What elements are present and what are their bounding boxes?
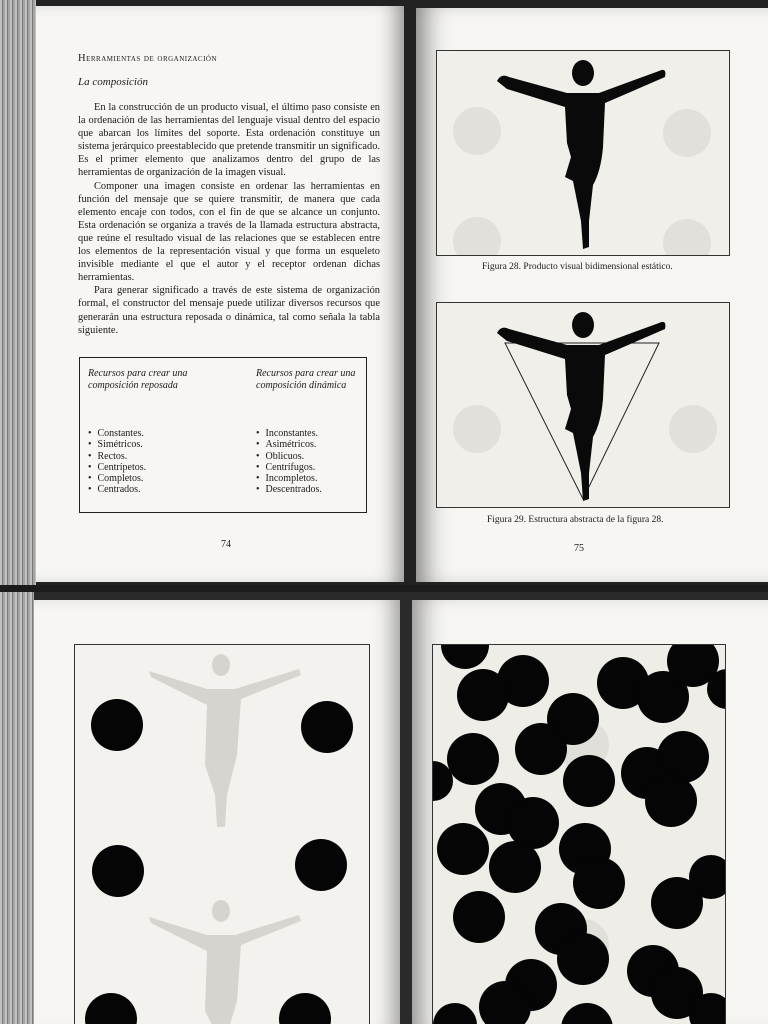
figure-29-caption: Figura 29. Estructura abstracta de la figura 28. <box>487 515 664 525</box>
table-header-dinamica: Recursos para crear una composición dinámica <box>256 368 356 391</box>
figure-dynamic-circles <box>432 644 726 1024</box>
list-item: • Incompletos. <box>256 473 376 484</box>
list-item: • Descentrados. <box>256 484 376 495</box>
page-edges <box>0 592 34 1024</box>
body-text <box>78 101 380 337</box>
page-75 <box>416 8 768 582</box>
list-dinamica <box>256 428 376 496</box>
list-item: • Inconstantes. <box>256 428 376 439</box>
figure-static-circles <box>74 644 370 1024</box>
right-page <box>412 600 768 1024</box>
figure-29-illustration <box>437 303 729 507</box>
table-column-reposada <box>88 368 208 496</box>
bottom-book-spread <box>0 592 768 1024</box>
static-circles-illustration <box>75 645 369 1024</box>
figure-29 <box>436 302 730 508</box>
paragraph-2: Componer una imagen consiste en ordenar las herramientas en función del mensaje que se quiere transmitir, de manera que cada elemento encaje con todos, con el fin de que se alcance un conjunto. Esta ordenación se organiza a través de la llamada estructura abstracta, que reúne el resultado visual de las relaciones que se establecen entre los elementos de la representación visual y que forma un esqueleto invisible mediante el que el autor y el receptor ordenan dichas herramientas. <box>78 180 380 284</box>
list-item: • Centrados. <box>88 484 208 495</box>
page-number: 74 <box>221 539 231 550</box>
list-item: • Asimétricos. <box>256 439 376 450</box>
page-number: 75 <box>574 543 584 554</box>
list-reposada <box>88 428 208 496</box>
running-head: Herramientas de organización <box>78 53 218 64</box>
page-edges <box>0 0 36 585</box>
figure-28 <box>436 50 730 256</box>
dots <box>433 645 725 1024</box>
list-item: • Simétricos. <box>88 439 208 450</box>
figure-silhouette <box>497 60 665 249</box>
left-page <box>34 600 400 1024</box>
figure-28-illustration <box>437 51 729 255</box>
paragraph-3: Para generar significado a través de este sistema de organización formal, el constructor del mensaje puede utilizar diversos recursos que generarán una estructura reposada o dinámica, tal como señala la tabla siguiente. <box>78 285 380 336</box>
list-item: • Centrífugos. <box>256 462 376 473</box>
page-74 <box>36 6 404 582</box>
list-item: • Centrípetos. <box>88 462 208 473</box>
list-item: • Rectos. <box>88 451 208 462</box>
list-item: • Completos. <box>88 473 208 484</box>
section-title: La composición <box>78 76 148 88</box>
list-item: • Constantes. <box>88 428 208 439</box>
figure-28-caption: Figura 28. Producto visual bidimensional estático. <box>482 262 673 272</box>
faint-figure <box>149 654 301 1024</box>
resources-table <box>79 357 367 513</box>
paragraph-1: En la construcción de un producto visual, el último paso consiste en la ordenación de las herramientas del lenguaje visual dentro del espacio que abarcan los límites del soporte. Esta ordenación constituye un sistema jerárquico preestablecido que pretende transmitir un significado. Es el primer elemento que analizamos dentro del grupo de las herramientas de organización de la imagen visual. <box>78 102 380 179</box>
table-header-reposada: Recursos para crear una composición reposada <box>88 368 188 391</box>
table-column-dinamica <box>256 368 376 496</box>
figure-silhouette <box>497 312 665 501</box>
dynamic-circles-illustration <box>433 645 725 1024</box>
list-item: • Oblicuos. <box>256 451 376 462</box>
